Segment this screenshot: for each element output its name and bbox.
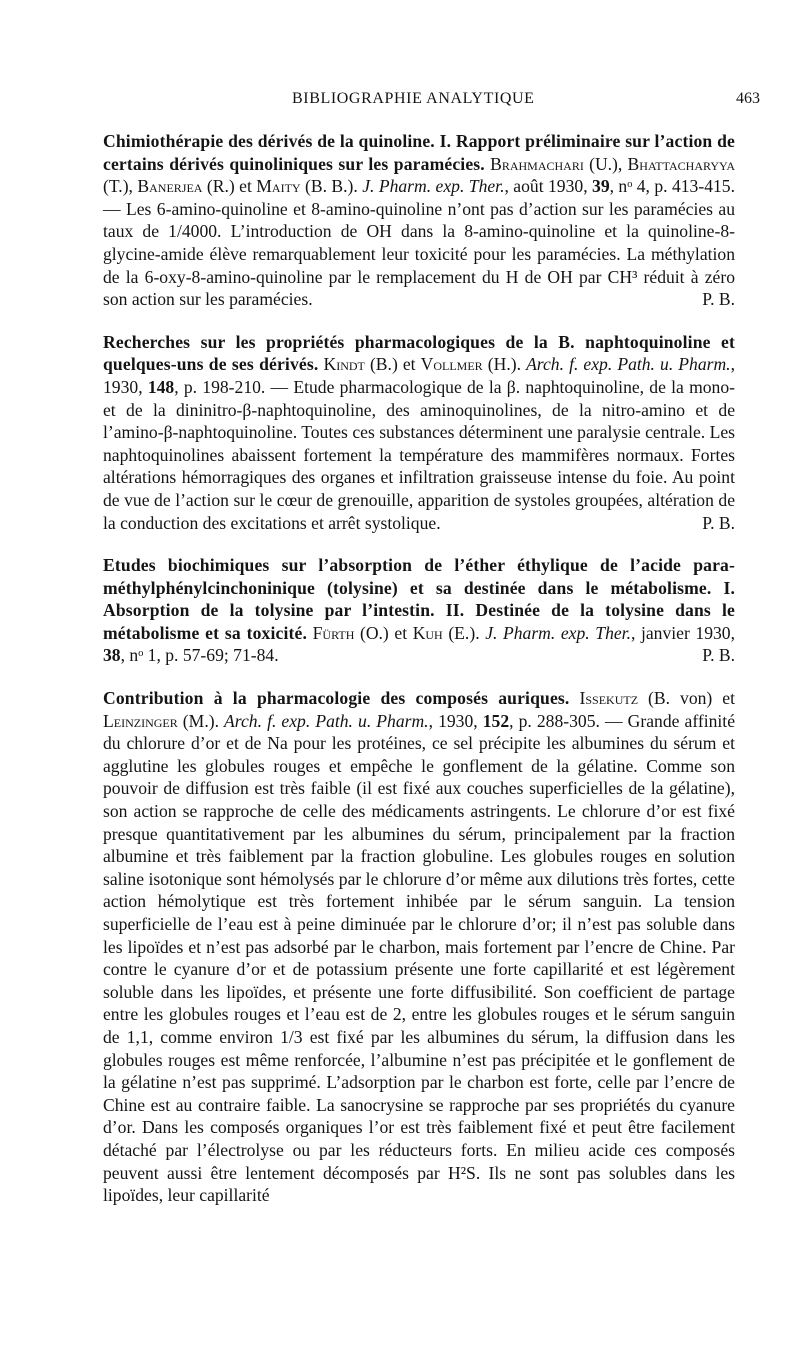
author-initials: (U.),: [583, 153, 628, 174]
page-range: , nᵒ 1, p. 57-69; 71-84.: [120, 645, 279, 666]
bibliography-entry: [103, 554, 735, 667]
page-body: [103, 130, 735, 1207]
author-initials: (H.).: [482, 354, 527, 375]
page-range: , p. 198-210.: [174, 376, 266, 397]
reviewer-initials: P. B.: [702, 289, 735, 310]
author-initials: (B. von) et: [638, 688, 735, 709]
bibliography-entry: [103, 331, 735, 534]
author-initials: (R.) et: [202, 176, 257, 197]
volume-number: 152: [482, 710, 510, 731]
page-header: [0, 90, 800, 114]
publication-date: , 1930,: [428, 710, 483, 731]
volume-number: 148: [147, 376, 175, 397]
entry-title: Recherches sur les propriétés pharmacologiques de la B. naphtoquinoline et quelques-uns de ses dérivés.: [103, 331, 735, 375]
author-initials: (T.),: [103, 176, 138, 197]
reviewer-initials: P. B.: [702, 645, 735, 666]
entry-title: Etudes biochimiques sur l’absorption de l’éther éthylique de l’acide para-méthylphénylcinchoninique (tolysine) et sa destinée dans le métabolisme. I. Absorption de la tolysine par l’intestin. II. Destinée de la tolysine dans le métabolisme et sa toxicité.: [103, 555, 735, 643]
author-name: Fürth: [312, 622, 355, 643]
page-range: , nᵒ 4, p. 413-415.: [609, 176, 735, 197]
volume-number: 38: [103, 645, 121, 666]
author-initials: (O.) et: [354, 622, 413, 643]
journal-name: Arch. f. exp. Path. u. Pharm.: [224, 710, 429, 731]
author-name: Issekutz: [579, 688, 639, 709]
author-initials: (B.) et: [364, 354, 421, 375]
author-name: Vollmer: [420, 354, 483, 375]
page-range: , p. 288-305.: [509, 710, 600, 731]
author-initials: (B. B.).: [300, 176, 363, 197]
abstract-text: — Grande affinité du chlorure d’or et de Na pour les protéines, ce sel précipite les albumines du sérum et agglutine les globules rouges et empêche le gonflement de la gélatine. Comme son pouvoir de diffusion est très faible (il est fixé aux couches superficielles de la gélatine), son action se rapproche de celle des médicaments astringents. Le chlorure d’or est fixé presque quantitativement par les albumines du sérum, principalement par la fraction albumine et très faiblement par la fraction globuline. Les globules rouges en solution saline isotonique sont hémolysés par le chlorure d’or même aux dilutions très fortes, cette action hémolytique est très fortement inhibée par le sérum sanguin. La tension superficielle de l’eau est à peine diminuée par le chlorure d’or; il n’est pas soluble dans les lipoïdes et n’est pas adsorbé par le charbon, mais fortement par l’encre de Chine. Par contre le cyanure d’or et de potassium présente une forte capillarité et est légèrement soluble dans les lipoïdes, et présente une forte diffusibilité. Son coefficient de partage entre les globules rouges et l’eau est de 2, entre les globules rouges et le sérum sanguin de 1,1, comme environ 1/3 est fixé par les albumines du sérum, la diffusion dans les globules rouges est même renforcée, l’albumine n’est pas précipitée et le gonflement de la gélatine n’est pas supprimé. L’adsorption par le charbon est forte, celle par l’encre de Chine est au contraire faible. La sanocrysine se rapproche par ses propriétés du cyanure d’or. Dans les composés organiques l’or est très faiblement fixé et peut être facilement détaché par l’électrolyse ou par les réducteurs forts. En milieu acide ces composés peuvent aussi être lentement décomposés par H²S. Ils ne sont pas solubles dans les lipoïdes, leur capillarité: [103, 710, 735, 1206]
author-name: Maity: [256, 176, 301, 197]
publication-date: , août 1930,: [504, 176, 593, 197]
running-title: BIBLIOGRAPHIE ANALYTIQUE: [292, 90, 535, 107]
author-initials: (M.).: [177, 710, 225, 731]
page-number: 463: [736, 90, 760, 107]
author-name: Bhattacharyya: [627, 153, 735, 174]
publication-date: , 1930,: [103, 354, 735, 397]
entry-title: Chimiothérapie des dérivés de la quinoline. I. Rapport préliminaire sur l’action de certains dérivés quinoliniques sur les paramécies.: [103, 131, 735, 174]
author-name: Leinzinger: [103, 710, 178, 731]
author-name: Brahmachari: [490, 153, 584, 174]
author-name: Banerjea: [137, 176, 203, 197]
author-name: Kuh: [412, 622, 443, 643]
abstract-text: — Etude pharmacologique de la β. naphtoquinoline, de la mono- et de la dininitro-β-naphtoquinoline, des aminoquinolines, de la nitro-amino et de l’amino-β-naphtoquinoline. Toutes ces substances déterminent une paralysie centrale. Les naphtoquinolines abaissent fortement la température des mammifères normaux. Fortes altérations hémorragiques des organes et infiltration graisseuse intense du foie. Au point de vue de l’action sur le cœur de grenouille, apparition de systoles groupées, altération de la conduction des excitations et arrêt systolique.: [103, 376, 735, 533]
entry-title: Contribution à la pharmacologie des composés auriques.: [103, 688, 570, 709]
bibliography-entry: [103, 130, 735, 311]
volume-number: 39: [592, 176, 610, 197]
journal-name: J. Pharm. exp. Ther.: [485, 622, 631, 643]
reviewer-initials: P. B.: [702, 512, 735, 533]
publication-date: , janvier 1930,: [630, 622, 735, 643]
author-initials: (E.).: [442, 622, 486, 643]
bibliography-entry: [103, 687, 735, 1207]
abstract-text: — Les 6-amino-quinoline et 8-amino-quinoline n’ont pas d’action sur les paramécies au taux de 1/4000. L’introduction de OH dans la 8-amino-quinoline et la quinoline-8-glycine-amide élève remarquablement leur toxicité pour les paramécies. La méthylation de la 6-oxy-8-amino-quinoline par le remplacement du H de OH par CH³ réduit à zéro son action sur les paramécies.: [103, 198, 735, 310]
journal-name: Arch. f. exp. Path. u. Pharm.: [526, 354, 731, 375]
journal-name: J. Pharm. exp. Ther.: [362, 176, 505, 197]
author-name: Kindt: [323, 354, 365, 375]
